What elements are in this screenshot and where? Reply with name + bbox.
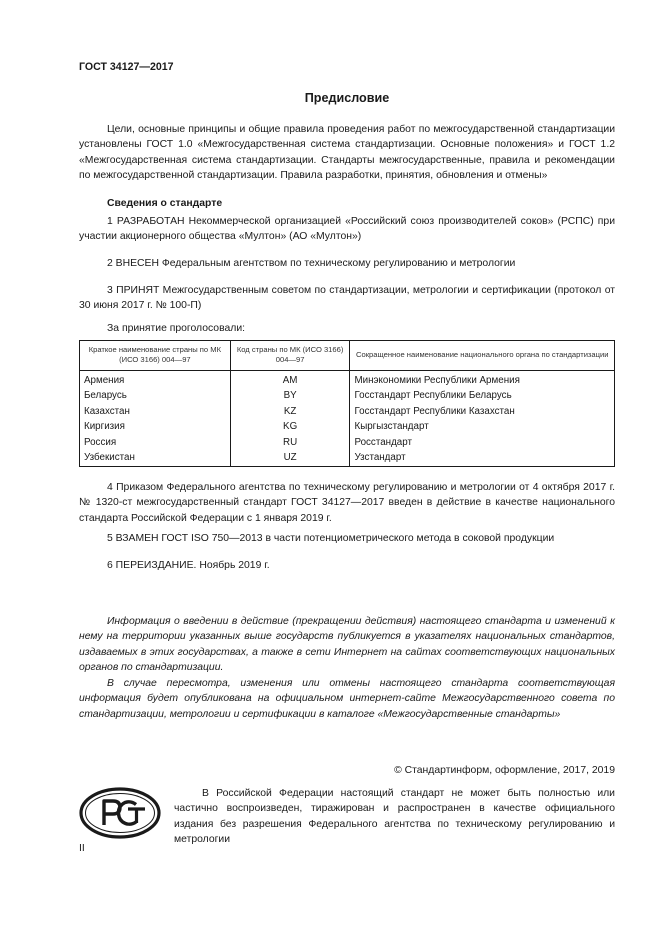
intro-text: Цели, основные принципы и общие правила проведения работ по межгосударственной стандартизации установлены ГОСТ 1.0 «Межгосударственная система стандартизации. Основные положения» и ГОСТ 1.2 «Межгосударственная система стандартизации. Стандарты межгосударственные, правила и рекомендации по межгосударственной стандартизации. Правила разработки, принятия, обновления и отмены» [79,124,615,181]
document-number: ГОСТ 34127—2017 [79,61,174,73]
cell-code: KZ [230,404,350,419]
table-row [80,450,615,467]
section-heading: Сведения о стандарте [107,198,223,209]
cell-country: Россия [80,435,231,450]
revision-note: В случае пересмотра, изменения или отмены настоящего стандарта соответствующая информация будет опубликована на официальном интернет-сайте Межгосударственного совета по стандартизации, метрологии и сертификации в каталоге «Межгосударственные стандарты» [79,678,615,720]
cell-agency: Минэкономики Республики Армения [350,371,615,389]
table-row [80,435,615,450]
cell-code: BY [230,388,350,403]
table-row [80,388,615,403]
cell-agency: Госстандарт Республики Казахстан [350,404,615,419]
cell-country: Армения [80,371,231,389]
item-2: 2 ВНЕСЕН Федеральным агентством по техническому регулированию и метрологии [107,258,516,269]
cell-country: Киргизия [80,419,231,434]
header-country: Краткое наименование страны по МК (ИСО 3166) 004—97 [80,341,231,371]
voted-label: За принятие проголосовали: [107,323,246,334]
table-row [80,419,615,434]
cell-agency: Кыргызстандарт [350,419,615,434]
cell-country: Беларусь [80,388,231,403]
header-code: Код страны по МК (ИСО 3166) 004—97 [230,341,350,371]
intro-paragraph [79,122,615,183]
item-3: 3 ПРИНЯТ Межгосударственным советом по стандартизации, метрологии и сертификации (протокол от 30 июня 2017 г. № 100-П) [79,285,615,312]
page-number: II [79,843,85,854]
cell-country: Казахстан [80,404,231,419]
item-4: 4 Приказом Федерального агентства по техническому регулированию и метрологии от 4 октября 2017 г. № 1320-ст межгосударственный стандарт ГОСТ 34127—2017 введен в действие в качестве национального стандарта Российской Федерации с 1 января 2019 г. [79,482,615,524]
item-6: 6 ПЕРЕИЗДАНИЕ. Ноябрь 2019 г. [107,560,270,571]
table-header-row [80,341,615,371]
cell-code: KG [230,419,350,434]
rst-logo-svg [79,787,161,839]
info-note: Информация о введении в действие (прекращении действия) настоящего стандарта и изменений к нему на территории указанных выше государств публикуется в указателях национальных стандартов, издаваемых в этих государствах, а также в сети Интернет на сайтах соответствующих национальных органов по стандартизации. [79,616,615,673]
cell-code: AM [230,371,350,389]
cell-agency: Узстандарт [350,450,615,467]
page-title: Предисловие [304,91,390,105]
item-1: 1 РАЗРАБОТАН Некоммерческой организацией «Российский союз производителей соков» (РСПС) при участии акционерного общества «Мултон» (АО «Мултон») [79,216,615,243]
item-5: 5 ВЗАМЕН ГОСТ ISO 750—2013 в части потенциометрического метода в соковой продукции [107,533,555,544]
cell-code: UZ [230,450,350,467]
rst-logo-icon [79,787,161,839]
table-row [80,404,615,419]
voting-table [79,340,615,467]
cell-agency: Росстандарт [350,435,615,450]
cell-country: Узбекистан [80,450,231,467]
table-row [80,371,615,389]
document-page [79,0,615,935]
header-agency: Сокращенное наименование национального органа по стандартизации [350,341,615,371]
copyright-line: © Стандартинформ, оформление, 2017, 2019 [394,765,615,776]
cell-agency: Госстандарт Республики Беларусь [350,388,615,403]
copyright-notice: В Российской Федерации настоящий стандарт не может быть полностью или частично воспроизведен, тиражирован и распространен в качестве официального издания без разрешения Федерального агентства по техническому регулированию и метрологии [174,788,615,845]
cell-code: RU [230,435,350,450]
